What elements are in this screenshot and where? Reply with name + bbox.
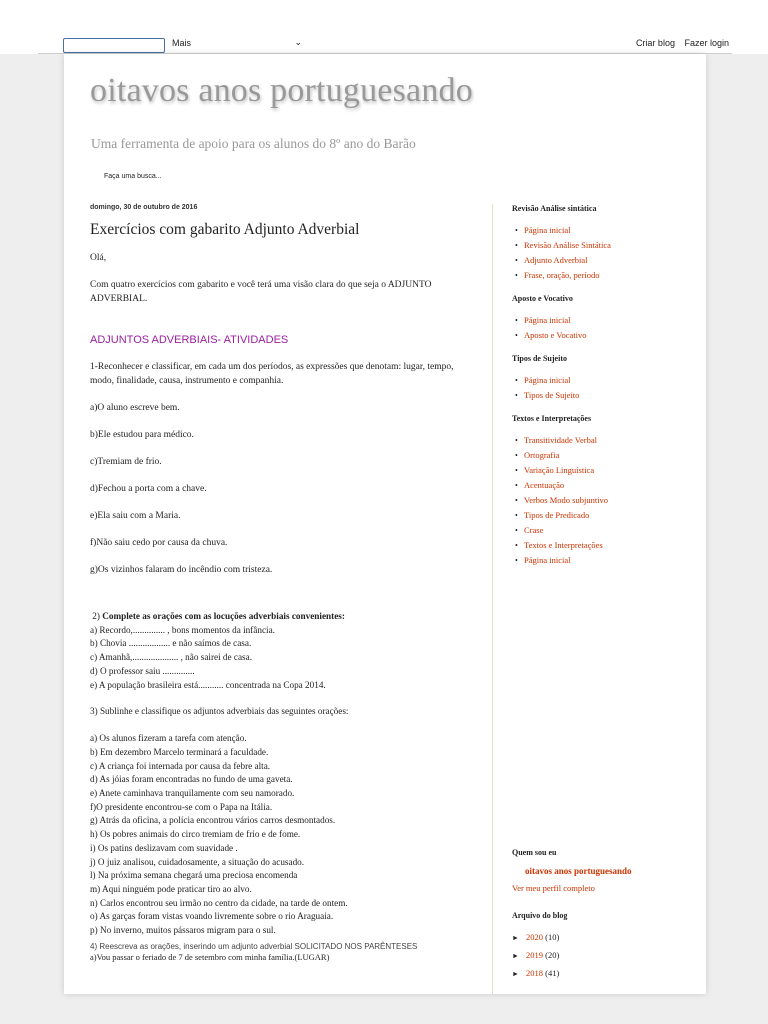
sidebar-link[interactable]: • Revisão Análise Sintática bbox=[515, 238, 697, 253]
sidebar-link[interactable]: • Página inicial bbox=[515, 553, 697, 568]
archive-count: (20) bbox=[545, 950, 560, 960]
q2-item: d) O professor saiu .............. bbox=[90, 665, 195, 676]
q3-block bbox=[90, 732, 456, 938]
more-dropdown[interactable] bbox=[172, 38, 302, 50]
sidebar-link[interactable]: • Transitividade Verbal bbox=[515, 433, 697, 448]
q1-statement: 1-Reconhecer e classificar, em cada um dos períodos, as expressões que denotam: lugar, tempo, modo, finalidade, causa, instrumento e companhia. bbox=[90, 362, 454, 386]
archive-row[interactable] bbox=[512, 965, 697, 983]
q2-item: c) Amanhã,.................... , não sairei de casa. bbox=[90, 652, 253, 663]
q4-item: a)Vou passar o feriado de 7 de setembro com minha família.(LUGAR) bbox=[90, 951, 330, 962]
q2-number: 2) bbox=[92, 611, 100, 621]
widget-title: Textos e Interpretações bbox=[512, 414, 592, 423]
q3-item: b) Em dezembro Marcelo terminará a faculdade. bbox=[90, 746, 269, 757]
sidebar-link[interactable]: • Aposto e Vocativo bbox=[515, 328, 697, 343]
q1-item: g)Os vizinhos falaram do incêndio com tristeza. bbox=[90, 565, 273, 575]
q1-item: d)Fechou a porta com a chave. bbox=[90, 484, 207, 494]
q3-item: c) A criança foi internada por causa da febre alta. bbox=[90, 760, 271, 771]
blog-search-input[interactable]: Faça uma busca... bbox=[104, 173, 162, 180]
q2-block bbox=[90, 610, 456, 692]
widget-textos bbox=[512, 414, 697, 568]
widget-title: Revisão Análise sintática bbox=[512, 204, 597, 213]
sidebar-link[interactable]: • Crase bbox=[515, 523, 697, 538]
sidebar-link[interactable]: • Ortografia bbox=[515, 448, 697, 463]
widget-title: Tipos de Sujeito bbox=[512, 354, 567, 363]
q2-title: Complete as orações com as locuções adverbiais convenientes: bbox=[102, 611, 345, 621]
sidebar-link[interactable]: • Textos e Interpretações bbox=[515, 538, 697, 553]
section-heading: ADJUNTOS ADVERBIAIS- ATIVIDADES bbox=[90, 334, 289, 346]
view-profile-link[interactable]: Ver meu perfil completo bbox=[512, 883, 595, 893]
sidebar-link[interactable]: • Página inicial bbox=[515, 223, 697, 238]
q2-item: a) Recordo,.............. , bons momentos da infância. bbox=[90, 624, 275, 635]
q3-item: o) As garças foram vistas voando livremente sobre o rio Araguaia. bbox=[90, 911, 334, 922]
expand-arrow-icon[interactable]: ► bbox=[512, 952, 519, 960]
create-blog-link[interactable]: Criar blog bbox=[635, 38, 675, 48]
q3-item: n) Carlos encontrou seu irmão no centro da cidade, na tarde de ontem. bbox=[90, 897, 348, 908]
q3-item: d) As jóias foram encontradas no fundo de uma gaveta. bbox=[90, 774, 293, 785]
archive-year-link[interactable]: 2020 bbox=[526, 932, 543, 942]
q3-title: 3) Sublinhe e classifique os adjuntos adverbiais das seguintes orações: bbox=[90, 706, 349, 717]
sidebar-divider bbox=[492, 204, 493, 994]
archive-year-link[interactable]: 2019 bbox=[526, 950, 543, 960]
widget-sujeito bbox=[512, 354, 697, 403]
widget-title: Aposto e Vocativo bbox=[512, 294, 573, 303]
navbar-search-input[interactable] bbox=[63, 38, 165, 53]
post-greeting: Olá, bbox=[90, 253, 107, 263]
author-name-link[interactable]: oitavos anos portuguesando bbox=[525, 866, 632, 876]
expand-arrow-icon[interactable]: ► bbox=[512, 934, 519, 942]
blogger-navbar bbox=[0, 0, 768, 54]
q3-item: m) Aqui ninguém pode praticar tiro ao alvo. bbox=[90, 883, 252, 894]
sidebar-link[interactable]: • Adjunto Adverbial bbox=[515, 253, 697, 268]
q2-heading bbox=[90, 610, 456, 624]
q3-item: h) Os pobres animais do circo tremiam de frio e de fome. bbox=[90, 829, 301, 840]
blog-description: Uma ferramenta de apoio para os alunos do 8º ano do Barão bbox=[91, 136, 416, 151]
sidebar-link[interactable]: • Frase, oração, período bbox=[515, 268, 697, 283]
post-date: domingo, 30 de outubro de 2016 bbox=[90, 204, 198, 211]
sidebar-link[interactable]: • Acentuação bbox=[515, 478, 697, 493]
q3-item: g) Atrás da oficina, a polícia encontrou vários carros desmontados. bbox=[90, 815, 336, 826]
expand-arrow-icon[interactable]: ► bbox=[512, 970, 519, 978]
widget-revisao bbox=[512, 204, 697, 283]
sidebar-link[interactable]: • Tipos de Predicado bbox=[515, 508, 697, 523]
more-dropdown-label: Mais bbox=[172, 38, 192, 48]
blog-page bbox=[64, 54, 706, 994]
q2-item: e) A população brasileira está........... concentrada na Copa 2014. bbox=[90, 679, 326, 690]
sidebar-link[interactable]: • Verbos Modo subjuntivo bbox=[515, 493, 697, 508]
q3-item: l) Na próxima semana chegará uma preciosa encomenda bbox=[90, 870, 298, 881]
sidebar-link[interactable]: • Página inicial bbox=[515, 313, 697, 328]
login-link[interactable]: Fazer login bbox=[684, 38, 729, 48]
q3-item: a) Os alunos fizeram a tarefa com atenção. bbox=[90, 733, 247, 744]
archive-row[interactable] bbox=[512, 929, 697, 947]
archive-row[interactable] bbox=[512, 947, 697, 965]
post-intro: Com quatro exercícios com gabarito e você terá uma visão clara do que seja o ADJUNTO ADVERBIAL. bbox=[90, 280, 432, 304]
chevron-down-icon: ⌄ bbox=[294, 37, 302, 47]
sidebar-link[interactable]: • Variação Linguística bbox=[515, 463, 697, 478]
q1-item: b)Ele estudou para médico. bbox=[90, 430, 194, 440]
post-title[interactable]: Exercícios com gabarito Adjunto Adverbial bbox=[90, 221, 360, 238]
about-title: Quem sou eu bbox=[512, 848, 557, 857]
archive-year-link[interactable]: 2018 bbox=[526, 968, 543, 978]
q1-item: f)Não saiu cedo por causa da chuva. bbox=[90, 538, 228, 548]
q3-item: p) No inverno, muitos pássaros migram para o sul. bbox=[90, 925, 276, 936]
q1-item: a)O aluno escreve bem. bbox=[90, 403, 180, 413]
archive-count: (10) bbox=[545, 932, 560, 942]
q3-item: j) O juiz analisou, cuidadosamente, a situação do acusado. bbox=[90, 856, 305, 867]
archive-widget bbox=[512, 911, 697, 983]
sidebar-link[interactable]: • Página inicial bbox=[515, 373, 697, 388]
q1-item: c)Tremiam de frio. bbox=[90, 457, 162, 467]
q1-item: e)Ela saiu com a Maria. bbox=[90, 511, 181, 521]
sidebar bbox=[512, 204, 697, 579]
q4-title: 4) Reescreva as orações, inserindo um adjunto adverbial SOLICITADO NOS PARÊNTESES bbox=[90, 941, 418, 951]
about-widget bbox=[512, 848, 697, 893]
archive-title: Arquivo do blog bbox=[512, 911, 568, 920]
blog-title[interactable]: oitavos anos portuguesando bbox=[90, 72, 473, 109]
widget-aposto bbox=[512, 294, 697, 343]
q3-item: f)O presidente encontrou-se com o Papa na Itália. bbox=[90, 801, 273, 812]
navbar-links bbox=[629, 38, 729, 48]
q3-item: i) Os patins deslizavam com suavidade . bbox=[90, 842, 238, 853]
q3-item: e) Anete caminhava tranquilamente com seu namorado. bbox=[90, 788, 295, 799]
archive-count: (41) bbox=[545, 968, 560, 978]
post bbox=[90, 204, 456, 962]
q2-item: b) Chovia .................. e não saímos de casa. bbox=[90, 638, 252, 649]
sidebar-link[interactable]: • Tipos de Sujeito bbox=[515, 388, 697, 403]
